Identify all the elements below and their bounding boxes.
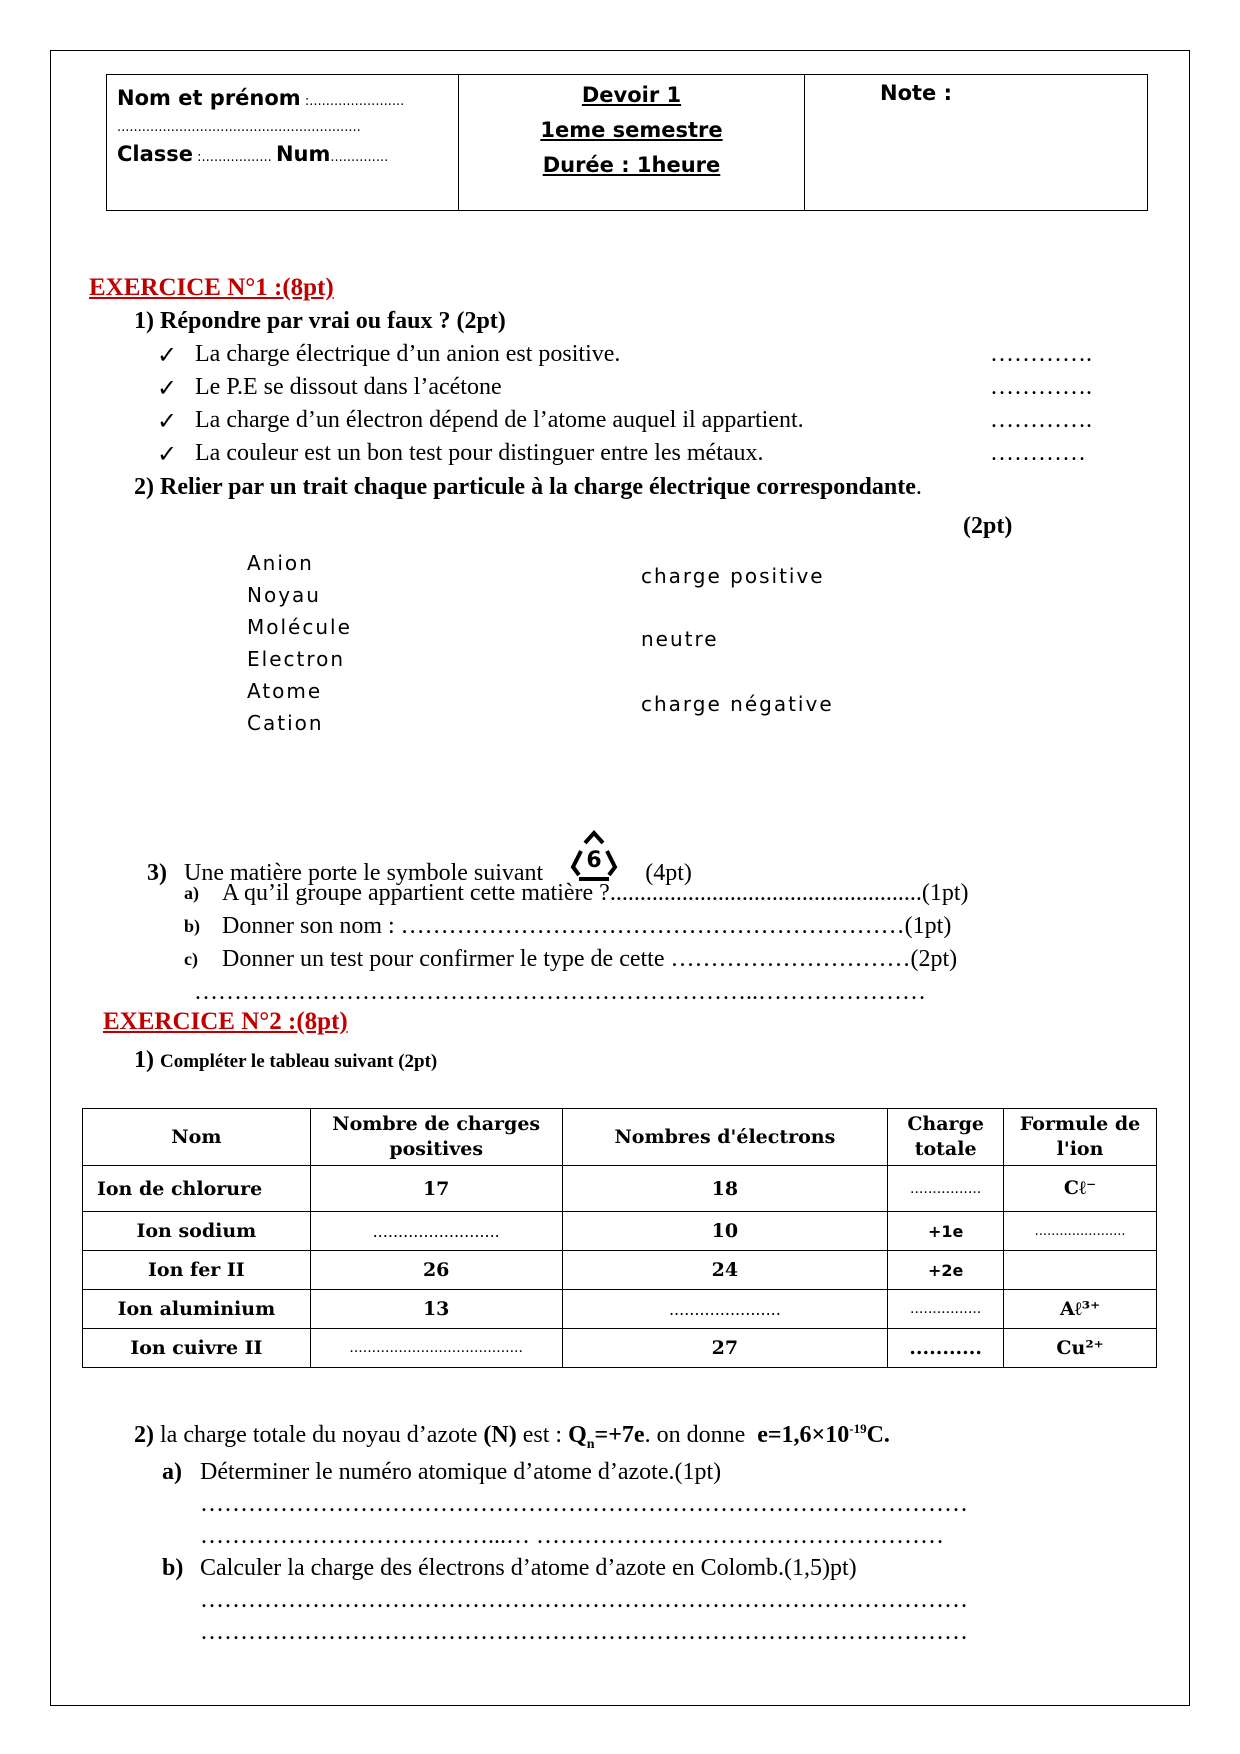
ex2-q1-number: 1) (134, 1047, 154, 1073)
sub-question (184, 943, 968, 976)
num-dots: .............. (330, 150, 389, 165)
table-row (83, 1290, 1157, 1329)
sub-label: b) (162, 1555, 184, 1581)
table-cell[interactable]: ...................... (562, 1290, 888, 1329)
exam-title: Devoir 1 (581, 83, 682, 107)
ex2-q2 (134, 1421, 890, 1453)
table-cell: Ion cuivre II (83, 1329, 311, 1368)
statement-text: La couleur est un bon test pour distinguer entre les métaux. (195, 440, 764, 466)
table-header (83, 1109, 1157, 1166)
ex1-title: EXERCICE N°1 :(8pt) (89, 274, 334, 301)
answer-dots-line[interactable]: …………………………………………………………………………………… (200, 1491, 968, 1517)
answer-dots-line[interactable]: ……………………………………………………………..………………… (194, 979, 926, 1005)
ex2-q2-text: est : (522, 1422, 563, 1448)
table-row (83, 1329, 1157, 1368)
statement-item (157, 374, 1127, 407)
note-label: Note : (880, 81, 952, 105)
header-table (106, 74, 1148, 211)
ex2-q2-text: la charge totale du noyau d’azote (160, 1422, 478, 1448)
table-cell[interactable]: ................ (888, 1290, 1004, 1329)
table-cell[interactable]: ................ (888, 1166, 1004, 1212)
sub-text: Donner son nom : ………………………………………………………(1pt) (222, 913, 952, 939)
charge-item: neutre (641, 627, 719, 651)
check-icon: ✓ (157, 376, 178, 402)
class-label: Classe (117, 142, 194, 166)
table-cell: 13 (310, 1290, 562, 1329)
table-cell: +2e (888, 1251, 1004, 1290)
sub-text: A qu’il groupe appartient cette matière ?....................................................(1pt) (222, 880, 969, 906)
table-cell: Ion sodium (83, 1212, 311, 1251)
table-cell: Ion de chlorure (83, 1166, 311, 1212)
column-header: Charge totale (888, 1109, 1004, 1166)
ex1-q2-text: 2) Relier par un trait chaque particule à la charge électrique correspondante (134, 474, 916, 500)
table-row (83, 1251, 1157, 1290)
table-cell: 17 (310, 1166, 562, 1212)
sub-label: a) (162, 1459, 182, 1485)
ex1-q3-text: Une matière porte le symbole suivant (184, 859, 544, 886)
ex2-title: EXERCICE N°2 :(8pt) (103, 1008, 348, 1035)
student-info-cell (107, 75, 459, 210)
answer-dots[interactable]: …………. (990, 341, 1092, 367)
table-cell: 10 (562, 1212, 888, 1251)
name-dots-2: ........................................................... (117, 120, 361, 135)
sub-label: c) (184, 949, 198, 969)
constant-exponent: -19 (849, 1421, 867, 1436)
num-label: Num (275, 142, 331, 166)
particle-item: Noyau (247, 583, 321, 607)
ex2-q2-sublist (162, 1456, 968, 1648)
exam-info-cell (459, 75, 805, 210)
check-icon: ✓ (157, 442, 178, 468)
ex2-q1 (134, 1047, 437, 1074)
table-cell: 27 (562, 1329, 888, 1368)
table-row (83, 1166, 1157, 1212)
sub-text: Calculer la charge des électrons d’atome d’azote en Colomb.(1,5)pt) (200, 1555, 857, 1581)
table-cell: Ion aluminium (83, 1290, 311, 1329)
ex1-q2 (134, 474, 922, 501)
column-header: Nombre de charges positives (310, 1109, 562, 1166)
answer-dots-line[interactable]: ………………………………...… …………………………………………… (200, 1523, 944, 1549)
ex2-q2-text: . on donne (644, 1422, 746, 1448)
table-cell[interactable]: ....................................... (310, 1329, 562, 1368)
note-cell (805, 75, 1147, 210)
table-cell[interactable]: ...................... (1004, 1212, 1157, 1251)
ex2-q2-number: 2) (134, 1422, 154, 1448)
particle-item: Atome (247, 679, 323, 703)
table-cell: 26 (310, 1251, 562, 1290)
ex2-q1-text: Compléter le tableau suivant (2pt) (160, 1051, 438, 1072)
name-label: Nom et prénom (117, 86, 301, 110)
ion-table (82, 1108, 1157, 1368)
table-cell[interactable] (1004, 1251, 1157, 1290)
column-header: Nombres d'électrons (562, 1109, 888, 1166)
class-dots: :................. (193, 150, 276, 165)
particle-item: Anion (247, 551, 314, 575)
statement-text: Le P.E se dissout dans l’acétone (195, 374, 502, 400)
name-dots: :....................... (300, 94, 405, 109)
exam-duration: Durée : 1heure (542, 153, 721, 177)
table-cell[interactable]: ......................... (310, 1212, 562, 1251)
particle-item: Cation (247, 711, 324, 735)
ex1-q3-number: 3) (147, 859, 167, 886)
table-cell: +1e (888, 1212, 1004, 1251)
exam-semester: 1eme semestre (540, 118, 723, 142)
table-cell: Cu²⁺ (1004, 1329, 1157, 1368)
ex1-q2-end: . (915, 474, 922, 500)
statement-text: La charge électrique d’un anion est positive. (195, 341, 621, 367)
sub-label: a) (184, 883, 199, 903)
ex1-q3-sublist (184, 877, 968, 1009)
charge-value: =+7e (594, 1422, 645, 1448)
statement-item (157, 341, 1127, 374)
particle-list (247, 547, 352, 739)
table-cell: Aℓ³⁺ (1004, 1290, 1157, 1329)
sub-text: Donner un test pour confirmer le type de cette …………………………(2pt) (222, 946, 958, 972)
answer-dots-line[interactable]: …………………………………………………………………………………… (200, 1587, 968, 1613)
sub-text: Déterminer le numéro atomique d’atome d’azote.(1pt) (200, 1459, 722, 1485)
check-icon: ✓ (157, 343, 178, 369)
ex1-q3-points: (4pt) (645, 859, 692, 886)
table-row (83, 1212, 1157, 1251)
statement-item (157, 407, 1127, 440)
particle-item: Molécule (247, 615, 352, 639)
particle-item: Electron (247, 647, 346, 671)
ex2-q2-charge (568, 1422, 645, 1452)
column-header: Formule de l'ion (1004, 1109, 1157, 1166)
table-cell: Cℓ⁻ (1004, 1166, 1157, 1212)
statement-item (157, 440, 1127, 473)
answer-dots[interactable]: …………. (990, 374, 1092, 400)
ex1-q1: 1) Répondre par vrai ou faux ? (2pt) (134, 308, 506, 334)
statement-list (157, 341, 1127, 473)
charge-subscript: n (586, 1436, 595, 1452)
ex2-q2-symbol: (N) (483, 1422, 517, 1448)
charge-symbol: Q (568, 1422, 587, 1448)
sub-question (162, 1552, 968, 1584)
ex2-q2-constant (757, 1422, 890, 1448)
answer-dots-line[interactable]: …………………………………………………………………………………… (200, 1619, 968, 1645)
answer-dots[interactable]: …………. (990, 407, 1092, 433)
sub-question (162, 1456, 968, 1488)
table-cell: 24 (562, 1251, 888, 1290)
constant-unit: C. (866, 1422, 890, 1448)
ex1-q2-points: (2pt) (963, 513, 1013, 539)
table-cell[interactable]: ........... (888, 1329, 1004, 1368)
answer-dots[interactable]: ………… (990, 440, 1086, 466)
constant-base: e=1,6×10 (757, 1422, 850, 1448)
charge-item: charge positive (641, 564, 825, 588)
recycle-number: 6 (586, 848, 602, 873)
sub-question (184, 910, 968, 943)
column-header: Nom (83, 1109, 311, 1166)
table-cell: 18 (562, 1166, 888, 1212)
check-icon: ✓ (157, 409, 178, 435)
table-cell: Ion fer II (83, 1251, 311, 1290)
sub-label: b) (184, 916, 201, 936)
sub-question (184, 877, 968, 910)
charge-item: charge négative (641, 692, 834, 716)
statement-text: La charge d’un électron dépend de l’atome auquel il appartient. (195, 407, 804, 433)
